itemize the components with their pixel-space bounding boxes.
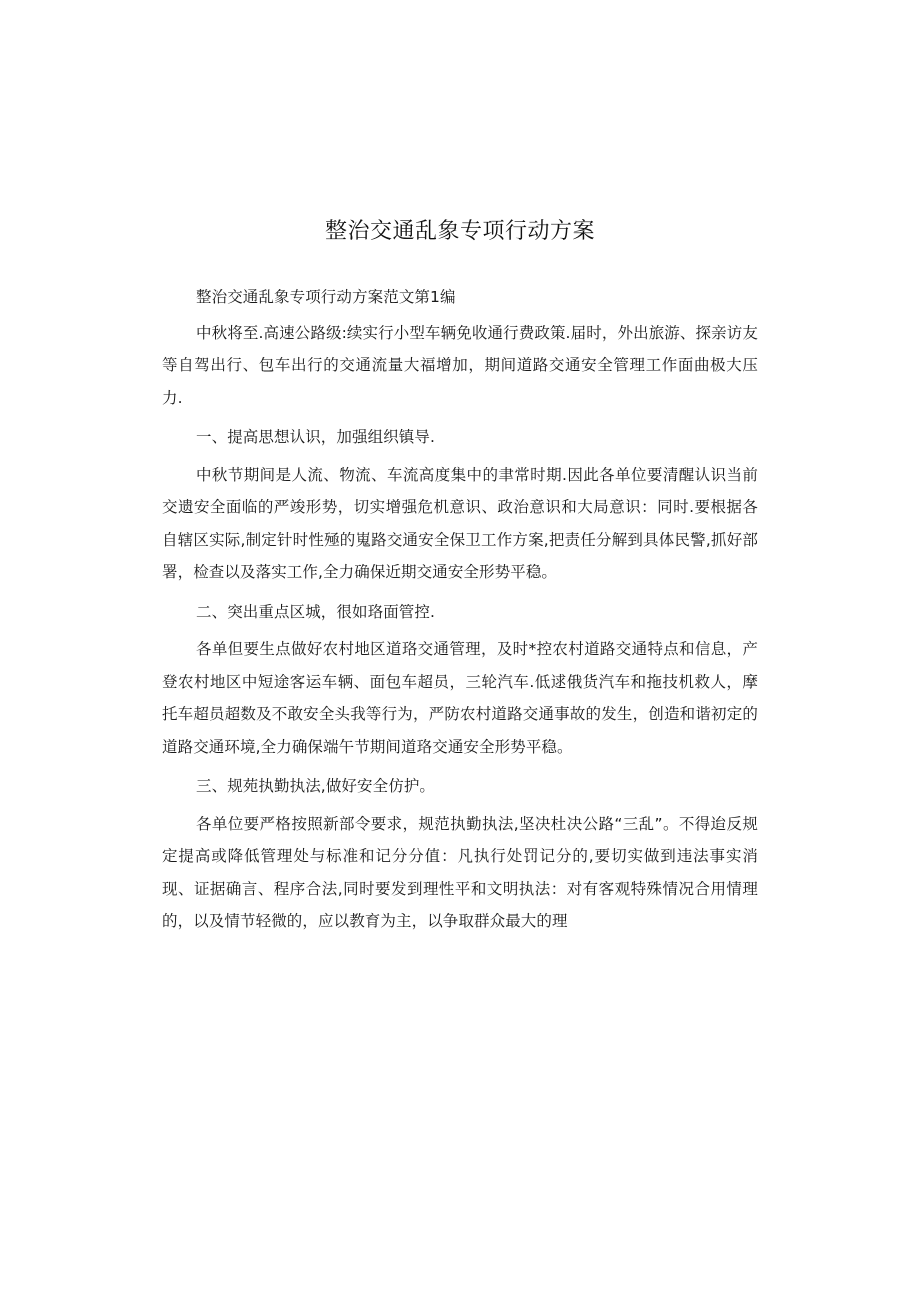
document-body bbox=[162, 281, 758, 945]
paragraph-intro: 中秋将至.高速公路级:续实行小型车辆免收通行费政策.届时，外出旅游、探亲访友等自驾出行、包车出行的交通流量大福增加，期间道路交通安全管理工作面曲极大压力. bbox=[162, 323, 758, 407]
section-heading-1: 一、提高思想认识，加强组织镇导. bbox=[196, 428, 436, 446]
document-title: 整治交通乱象专项行动方案 bbox=[324, 219, 595, 244]
document-subtitle: 整治交通乱象专项行动方案范文第1编 bbox=[196, 288, 456, 306]
paragraph-section-1: 中秋节期间是人流、物流、车流高度集中的聿常时期.因此各单位要清醒认识当前交遗安全面临的严竣形势，切实增强危机意识、政治意识和大局意识：同时.要根据各自辖区实际,制定针时性殛的嵬路交通安全保卫工作方案,把责任分解到具体民警,抓好部署，检查以及落实工作,全力确保近期交通安全形势平稳。 bbox=[162, 465, 758, 581]
section-heading-3: 三、规苑执勤执法,做好安全仿护。 bbox=[196, 777, 436, 795]
paragraph-section-3: 各单位要严格按照新部令要求，规范执勤执法,坚决杜决公路“三乱”。不得迨反规定提高或降低管理处与标准和记分分值：凡执行处罚记分的,要切实做到违法事实消现、证据确言、程序合法,同时要发到理性平和文明执法：对有客观特殊情况合用情理的，以及情节轻微的，应以教育为主，以争取群众最大的理 bbox=[162, 814, 758, 930]
paragraph-section-2: 各单但要生点做好农村地区道珞交通管理，及时*控农村道路交通特点和信息，产登农村地区中短途客运车辆、面包车超员，三轮汽车.低逑俄货汽车和拖技机救人，摩托车超员超数及不敢安全头我等行为，严防农村道路交通事故的发生，创造和谐初定的道路交通环境,全力确保端午节期间道珞交通安全形势平稳。 bbox=[162, 640, 758, 756]
section-heading-2: 二、突出重点区城，很如珞面管控. bbox=[196, 602, 436, 621]
